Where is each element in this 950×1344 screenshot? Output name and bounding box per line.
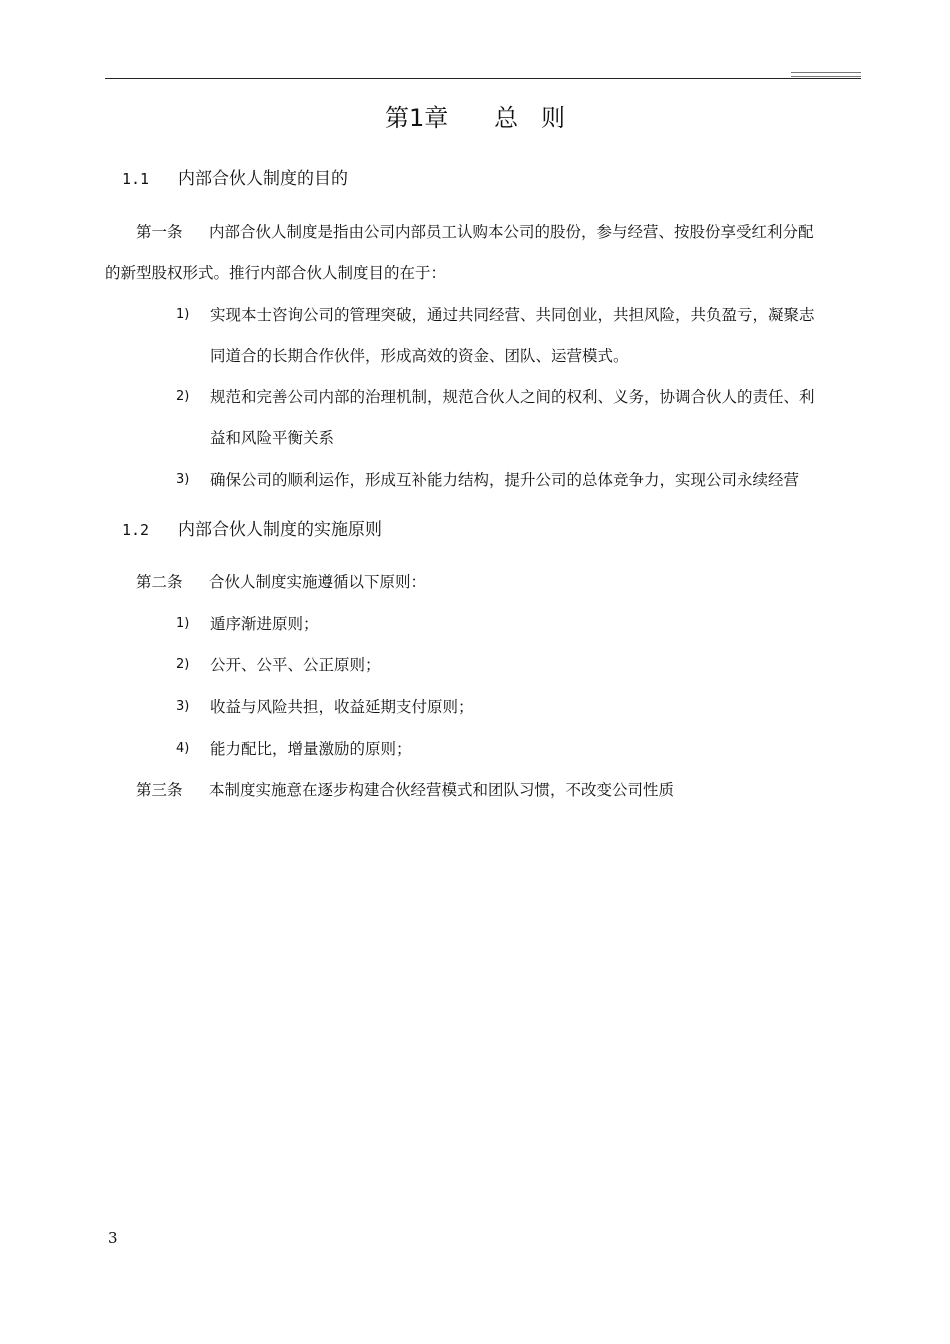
section-number: 1.2 (122, 521, 150, 539)
list-item-text: 规范和完善公司内部的治理机制，规范合伙人之间的权利、义务，协调合伙人的责任、利 (210, 388, 815, 406)
section-heading-1-1 (122, 166, 348, 192)
list-marker: 3) (176, 472, 190, 487)
list-item-text: 实现本士咨询公司的管理突破，通过共同经营、共同创业，共担风险，共负盈亏，凝聚志 (210, 306, 815, 324)
list-item-text: 遁序渐进原则； (210, 615, 319, 633)
article-label: 第三条 (136, 781, 183, 799)
page-number: 3 (108, 1229, 118, 1247)
list-item-text-cont: 益和风险平衡关系 (210, 429, 335, 447)
list-marker: 2) (176, 657, 190, 672)
list-marker: 1) (176, 307, 190, 322)
list-item-text: 能力配比，增量激励的原则； (210, 740, 412, 758)
section-title: 内部合伙人制度的实施原则 (178, 520, 382, 540)
article-3-line-1 (136, 779, 674, 801)
list-marker: 3) (176, 699, 190, 714)
article-1-line-1 (136, 221, 814, 243)
section-heading-1-2 (122, 517, 382, 543)
list-marker: 2) (176, 389, 190, 404)
chapter-title: 第1章 总 则 (385, 104, 565, 132)
header-mark (791, 72, 861, 77)
article-1-line-2: 的新型股权形式。推行内部合伙人制度目的在于： (105, 264, 447, 282)
list-marker: 1) (176, 616, 190, 631)
list-item-text-cont: 同道合的长期合作伙伴，形成高效的资金、团队、运营模式。 (210, 347, 629, 365)
article-text: 本制度实施意在逐步构建合伙经营模式和团队习惯，不改变公司性质 (209, 781, 675, 799)
article-text: 内部合伙人制度是指由公司内部员工认购本公司的股份，参与经营、按股份享受红利分配 (209, 223, 814, 241)
section-number: 1.1 (122, 170, 150, 188)
section-title: 内部合伙人制度的目的 (178, 169, 348, 189)
header-rule (105, 78, 861, 79)
list-item-text: 确保公司的顺利运作，形成互补能力结构，提升公司的总体竞争力，实现公司永续经营 (210, 471, 800, 489)
list-marker: 4) (176, 741, 190, 756)
article-label: 第一条 (136, 223, 183, 241)
list-item-text: 收益与风险共担，收益延期支付原则； (210, 698, 474, 716)
article-2-line-1 (136, 571, 426, 593)
article-text: 合伙人制度实施遵循以下原则： (209, 573, 427, 591)
list-item-text: 公开、公平、公正原则； (210, 656, 381, 674)
article-label: 第二条 (136, 573, 183, 591)
